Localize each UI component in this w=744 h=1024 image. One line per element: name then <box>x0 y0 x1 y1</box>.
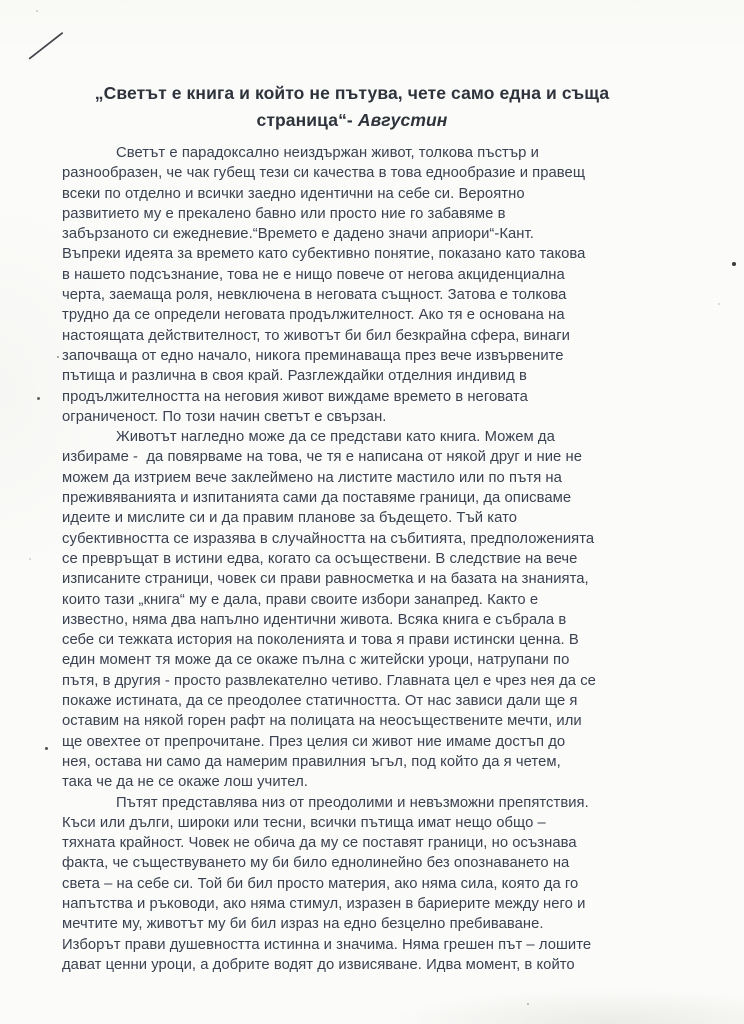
text-line: се превръщат в истини едва, когато са осъществени. В следствие на вече <box>62 550 578 567</box>
text-line: които тази „книга“ му е дала, прави своите избори занапред. Както е <box>62 591 539 608</box>
text-line: покаже истината, да се преодолее статичността. От нас зависи дали ще я <box>62 693 578 710</box>
text-line: забързаното си ежедневие.“Времето е дадено значи априори“-Кант. <box>62 226 534 243</box>
text-line: идеите и мислите си и да правим планове за бъдещето. Тъй като <box>62 510 518 527</box>
scan-speck <box>527 1003 529 1005</box>
text-line: избираме - да повярваме на това, че тя е написана от някой друг и ние не <box>62 449 582 466</box>
body-text <box>62 143 642 975</box>
text-line: света – на себе си. Той би бил просто материя, ако няма сила, която да го <box>62 875 579 892</box>
scan-speck <box>45 747 48 750</box>
text-line: Изборът прави душевността истинна и значима. Няма грешен път – лошите <box>62 936 592 953</box>
pen-stroke-mark <box>28 32 63 60</box>
text-line: развитието му е прекалено бавно или просто ние го забавяме в <box>62 205 506 222</box>
text-line: разнообразен, че чак губещ тези си качества в това еднообразие и правещ <box>62 165 586 182</box>
text-line: пътя, в другия - просто развлекателно четиво. Главната цел е чрез нея да се <box>62 672 596 689</box>
text-line: Пътят представлява низ от преодолими и невъзможни препятствия. <box>116 794 589 811</box>
text-line: всеки по отделно и всички заедно идентични на себе си. Вероятно <box>62 185 525 202</box>
text-line: така че да не се окаже лош учител. <box>62 774 308 791</box>
text-line: мечтите му, животът му би бил израз на едно безцелно пребиваване. <box>62 916 544 933</box>
text-line: ще овехтее от препрочитане. През целия си живот ние имаме достъп до <box>62 733 566 750</box>
text-line: един момент тя може да се окаже пълна с житейски уроци, натрупани по <box>62 652 570 669</box>
paragraph <box>62 793 642 976</box>
scan-speck <box>732 262 736 266</box>
text-line: дават ценни уроци, а добрите водят до извисяване. Идва момент, в който <box>62 956 575 973</box>
text-line: трудно да се определи неговата продължителност. Ако тя е основана на <box>62 307 565 324</box>
title-line-2-text: страница“- <box>256 110 358 130</box>
title-line-2 <box>62 107 642 134</box>
text-line: пътища и различна в своя край. Разглеждайки отделния индивид в <box>62 368 527 385</box>
scan-speck <box>37 397 40 400</box>
text-line: Къси или дълги, широки или тесни, всички пътища имат нещо общо – <box>62 814 546 831</box>
text-line: ограниченост. По този начин светът е свързан. <box>62 408 387 425</box>
text-line: Въпреки идеята за времето като субективно понятие, показано като такова <box>62 246 586 263</box>
text-line: себе си тежката история на поколенията и това я прави истински ценна. В <box>62 632 579 649</box>
scan-speck <box>29 558 31 560</box>
text-line: Светът е парадоксално неиздържан живот, толкова пъстър и <box>116 145 539 161</box>
text-line: напътства и ръководи, ако няма стимул, изразен в бариерите между него и <box>62 895 586 912</box>
text-line: настоящата действителност, то животът би бил безкрайна сфера, винаги <box>62 327 570 344</box>
text-line: преживяванията и изпитанията сами да поставяме граници, да описваме <box>62 490 572 507</box>
text-line: в нашето подсъзнание, това не е нищо повече от негова акциденциална <box>62 266 565 283</box>
text-line: започваща от едно начало, никога преминаваща през вече извървените <box>62 347 564 364</box>
text-line: оставим на някой горен рафт на полицата на неосъществените мечти, или <box>62 713 582 730</box>
text-line: изписаните страници, човек си прави равносметка и на базата на знанията, <box>62 571 589 588</box>
text-line: факта, че съществуването му би било еднолинейно без опознаването на <box>62 855 570 872</box>
scan-speck <box>36 10 38 12</box>
text-line: Животът нагледно може да се представи като книга. Можем да <box>116 429 555 446</box>
text-line: известно, няма два напълно идентични живота. Всяка книга е събрала в <box>62 611 567 628</box>
text-line: нея, остава ни само да намерим правилния ъгъл, под който да я четем, <box>62 753 561 770</box>
scan-speck <box>718 303 720 305</box>
title-author: Августин <box>357 110 448 130</box>
text-line: продължителността на неговия живот виждаме времето в неговата <box>62 388 528 405</box>
text-line: тяхната крайност. Човек не обича да му се поставят граници, но осъзнава <box>62 835 577 852</box>
text-line: можем да изтрием вече заклеймено на листите мастило или по пътя на <box>62 469 562 486</box>
title-line-1: „Светът е книга и който не пътува, чете само една и съща <box>94 83 610 103</box>
paragraph <box>62 143 642 427</box>
text-line: субективността се изразява в случайността на събитията, предположенията <box>62 530 595 547</box>
paragraph <box>62 427 642 792</box>
scan-speck <box>57 356 59 358</box>
text-line: черта, заемаща роля, невключена в неговата същност. Затова е толкова <box>62 287 567 304</box>
document-title <box>62 80 642 134</box>
